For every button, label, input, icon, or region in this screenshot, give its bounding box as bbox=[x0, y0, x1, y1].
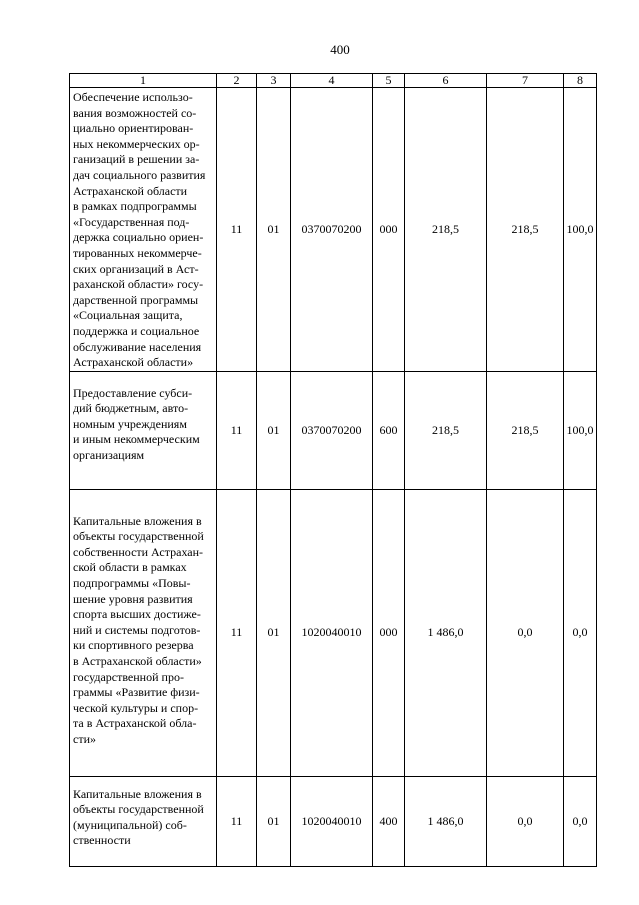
table-row bbox=[70, 88, 597, 372]
cell-actual-amount: 218,5 bbox=[487, 371, 564, 489]
row-description: Предоставление субси- дий бюджетным, авто- номным учреждениям и иным некоммерческим организациям bbox=[70, 371, 217, 489]
table-header-row bbox=[70, 74, 597, 88]
column-header-1: 1 bbox=[70, 74, 217, 88]
column-header-7: 7 bbox=[487, 74, 564, 88]
column-header-4: 4 bbox=[291, 74, 373, 88]
table-row bbox=[70, 371, 597, 489]
table-row bbox=[70, 489, 597, 776]
column-header-6: 6 bbox=[405, 74, 487, 88]
cell-section: 11 bbox=[217, 88, 257, 372]
cell-planned-amount: 1 486,0 bbox=[405, 489, 487, 776]
cell-target-code: 1020040010 bbox=[291, 776, 373, 866]
cell-planned-amount: 218,5 bbox=[405, 88, 487, 372]
cell-target-code: 1020040010 bbox=[291, 489, 373, 776]
cell-subsection: 01 bbox=[257, 88, 291, 372]
column-header-5: 5 bbox=[373, 74, 405, 88]
page-number: 400 bbox=[330, 42, 350, 57]
column-header-2: 2 bbox=[217, 74, 257, 88]
cell-subsection: 01 bbox=[257, 489, 291, 776]
cell-actual-amount: 0,0 bbox=[487, 489, 564, 776]
row-description: Капитальные вложения в объекты государственной (муниципальной) соб- ственности bbox=[70, 776, 217, 866]
cell-section: 11 bbox=[217, 371, 257, 489]
cell-planned-amount: 218,5 bbox=[405, 371, 487, 489]
column-header-8: 8 bbox=[564, 74, 597, 88]
budget-table bbox=[69, 73, 597, 867]
column-header-3: 3 bbox=[257, 74, 291, 88]
cell-percent: 100,0 bbox=[564, 88, 597, 372]
cell-actual-amount: 0,0 bbox=[487, 776, 564, 866]
row-description: Обеспечение использо- вания возможностей со- циально ориентирован- ных некоммерческих ор- ганизаций в решении за- дач социального развития Астраханской области в рамках подпрограммы «Государственная под- держка социально ориен- тированных некоммерче- ских организаций в Аст- раханской области» госу- дарственной программы «Социальная защита, поддержка и социальное обслуживание населения Астраханской области» bbox=[70, 88, 217, 372]
cell-target-code: 0370070200 bbox=[291, 371, 373, 489]
table-row bbox=[70, 776, 597, 866]
cell-subsection: 01 bbox=[257, 371, 291, 489]
cell-expense-type: 000 bbox=[373, 88, 405, 372]
cell-percent: 0,0 bbox=[564, 489, 597, 776]
cell-planned-amount: 1 486,0 bbox=[405, 776, 487, 866]
cell-expense-type: 400 bbox=[373, 776, 405, 866]
cell-percent: 100,0 bbox=[564, 371, 597, 489]
row-description: Капитальные вложения в объекты государственной собственности Астрахан- ской области в рамках подпрограммы «Повы- шение уровня развития спорта высших достиже- ний и системы подготов- ки спортивного резерва в Астраханской области» государственной про- граммы «Развитие физи- ческой культуры и спор- та в Астраханской обла- сти» bbox=[70, 489, 217, 776]
cell-expense-type: 600 bbox=[373, 371, 405, 489]
cell-percent: 0,0 bbox=[564, 776, 597, 866]
cell-subsection: 01 bbox=[257, 776, 291, 866]
cell-actual-amount: 218,5 bbox=[487, 88, 564, 372]
cell-target-code: 0370070200 bbox=[291, 88, 373, 372]
cell-section: 11 bbox=[217, 489, 257, 776]
cell-section: 11 bbox=[217, 776, 257, 866]
cell-expense-type: 000 bbox=[373, 489, 405, 776]
